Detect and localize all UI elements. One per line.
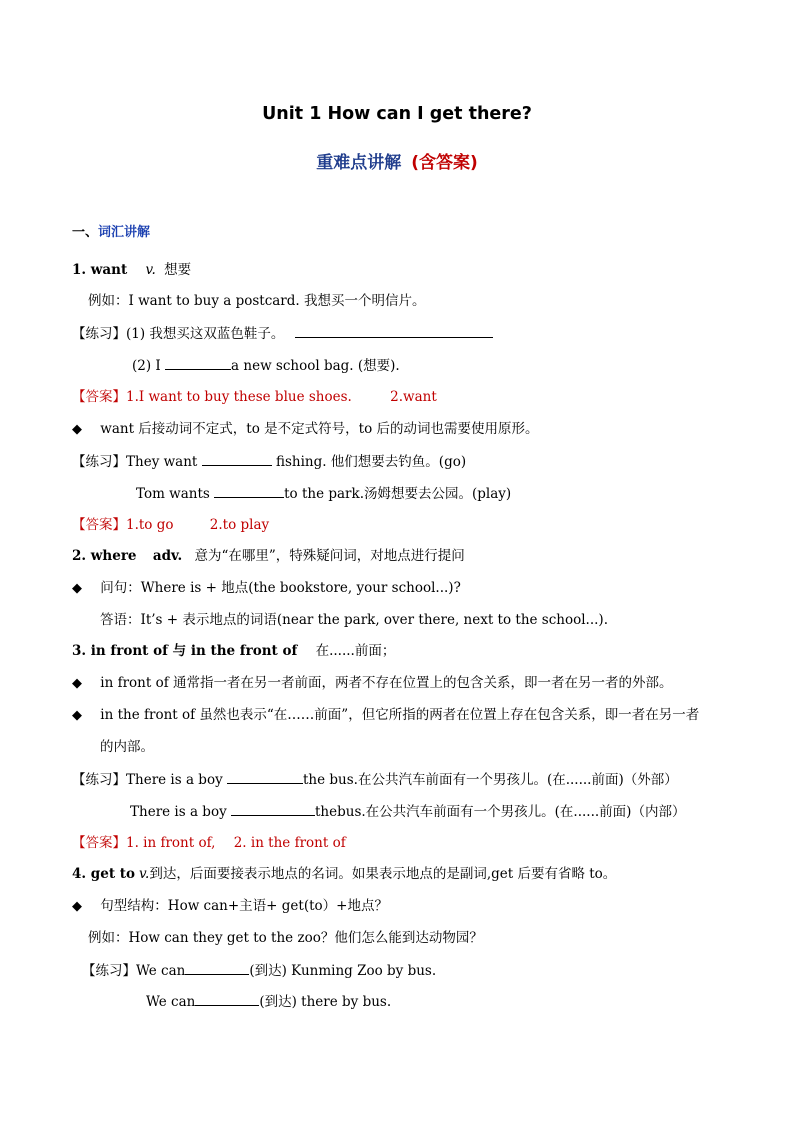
item3-exercise-2 [130,801,685,822]
item4-exercise-1 [82,960,436,981]
answer-tag: 【答案】 [72,835,126,851]
exercise-text: thebus.在公共汽车前面有一个男孩儿。(在......前面)（内部） [315,804,686,820]
note-text: want 后接动词不定式，to 是不定式符号，to 后的动词也需要使用原形。 [100,421,539,437]
answer-text: 1.to go [126,517,174,533]
answer-blank[interactable] [231,801,315,816]
exercise-text: the bus.在公共汽车前面有一个男孩儿。(在......前面)（外部） [303,772,678,788]
item1-exercise-3 [72,451,466,472]
pattern-text: 句型结构：How can+主语+ get(to）+地点？ [100,898,388,914]
exercise-text: (1) 我想买这双蓝色鞋子。 [126,326,285,342]
page-subtitle [0,148,794,173]
note-text: in the front of 虽然也表示“在……前面”，但它所指的两者在位置上存在包含关系，即一者在另一者 [100,707,700,723]
answer-blank[interactable] [202,451,272,466]
page-title: Unit 1 How can I get there? [262,104,532,124]
exercise-tag: 【练习】 [82,963,136,979]
item3-note-2 [72,705,699,726]
diamond-bullet-icon: ◆ [72,899,82,914]
item4-pattern [72,896,388,917]
answer-text: 2.want [390,389,437,405]
item4-word: 4. get to [72,866,135,882]
item4-pos: v. [139,866,150,882]
item3-exercise-1 [72,769,678,790]
item1-example: 例如：I want to buy a postcard. 我想买一个明信片。 [88,293,426,309]
item3-heading [72,641,395,661]
item1-word: 1. want [72,262,128,278]
answer-tag: 【答案】 [72,517,126,533]
exercise-text: a new school bag. (想要). [231,358,400,374]
answer-blank[interactable] [165,355,231,370]
item1-answer [72,387,437,407]
exercise-text: (2) I [132,358,161,374]
answer-text: 2.to play [209,517,270,533]
section-label: 词汇讲解 [98,225,151,240]
diamond-bullet-icon: ◆ [72,708,82,723]
subtitle-main: 重难点讲解 [316,153,402,173]
exercise-text: Tom wants [136,486,210,502]
item3-note-1 [72,673,673,694]
item4-heading [72,864,616,884]
exercise-tag: 【练习】 [72,326,126,342]
note-text: in front of 通常指一者在另一者前面，两者不存在位置上的包含关系，即一者在另一者的外部。 [100,675,673,691]
item3-desc: 在......前面； [315,643,396,659]
item3-answer [72,833,346,853]
answer-text: 2. in the front of [233,835,346,851]
exercise-text: We can [136,963,186,979]
exercise-text: fishing. 他们想要去钓鱼。(go) [275,454,467,470]
answer-blank[interactable] [185,960,249,975]
exercise-text: There is a boy [130,804,227,820]
answer-blank[interactable] [214,483,284,498]
item2-pos: adv. [152,548,183,564]
item2-word: 2. where [72,548,137,564]
answer-tag: 【答案】 [72,389,126,405]
exercise-text: We can [146,994,196,1010]
diamond-bullet-icon: ◆ [72,581,82,596]
exercise-text: There is a boy [126,772,223,788]
diamond-bullet-icon: ◆ [72,422,82,437]
item1-note [72,419,539,440]
exercise-text: to the park.汤姆想要去公园。(play) [284,486,512,502]
subtitle-answer-note: (含答案) [411,153,478,173]
exercise-text: (到达) there by bus. [259,994,392,1010]
item1-answer-2 [72,515,269,535]
answer-text: 1. in front of, [126,835,216,851]
answer-blank[interactable] [227,769,303,784]
section-heading [72,223,150,243]
exercise-tag: 【练习】 [72,454,126,470]
item4-example: 例如：How can they get to the zoo？他们怎么能到达动物园？ [88,930,483,946]
exercise-text: They want [126,454,198,470]
item1-exercise-1 [72,323,493,344]
item4-exercise-2 [146,991,391,1012]
item3-word: 3. in front of 与 in the front of [72,643,298,659]
section-number: 一、 [72,225,99,240]
item1-exercise-4 [136,483,511,504]
item1-meaning: 想要 [164,262,192,278]
item1-heading [72,260,191,280]
item2-heading [72,546,465,566]
item1-pos: v. [145,262,156,278]
exercise-text: (到达) Kunming Zoo by bus. [249,963,437,979]
answer-blank[interactable] [195,991,259,1006]
item4-desc: 到达，后面要接表示地点的名词。如果表示地点的是副词,get 后要有省略 to。 [149,866,617,882]
diamond-bullet-icon: ◆ [72,676,82,691]
question-text: 问句：Where is + 地点(the bookstore, your school...)? [100,580,461,596]
item2-answer-pattern: 答语：It’s + 表示地点的词语(near the park, over there, next to the school...). [100,612,608,628]
answer-blank[interactable] [295,323,493,338]
item1-exercise-2 [132,355,400,376]
exercise-tag: 【练习】 [72,772,126,788]
answer-text: 1.I want to buy these blue shoes. [126,389,352,405]
item2-desc: 意为“在哪里”，特殊疑问词，对地点进行提问 [194,548,465,564]
item2-question [72,578,461,599]
item3-note-2-cont: 的内部。 [100,739,154,755]
